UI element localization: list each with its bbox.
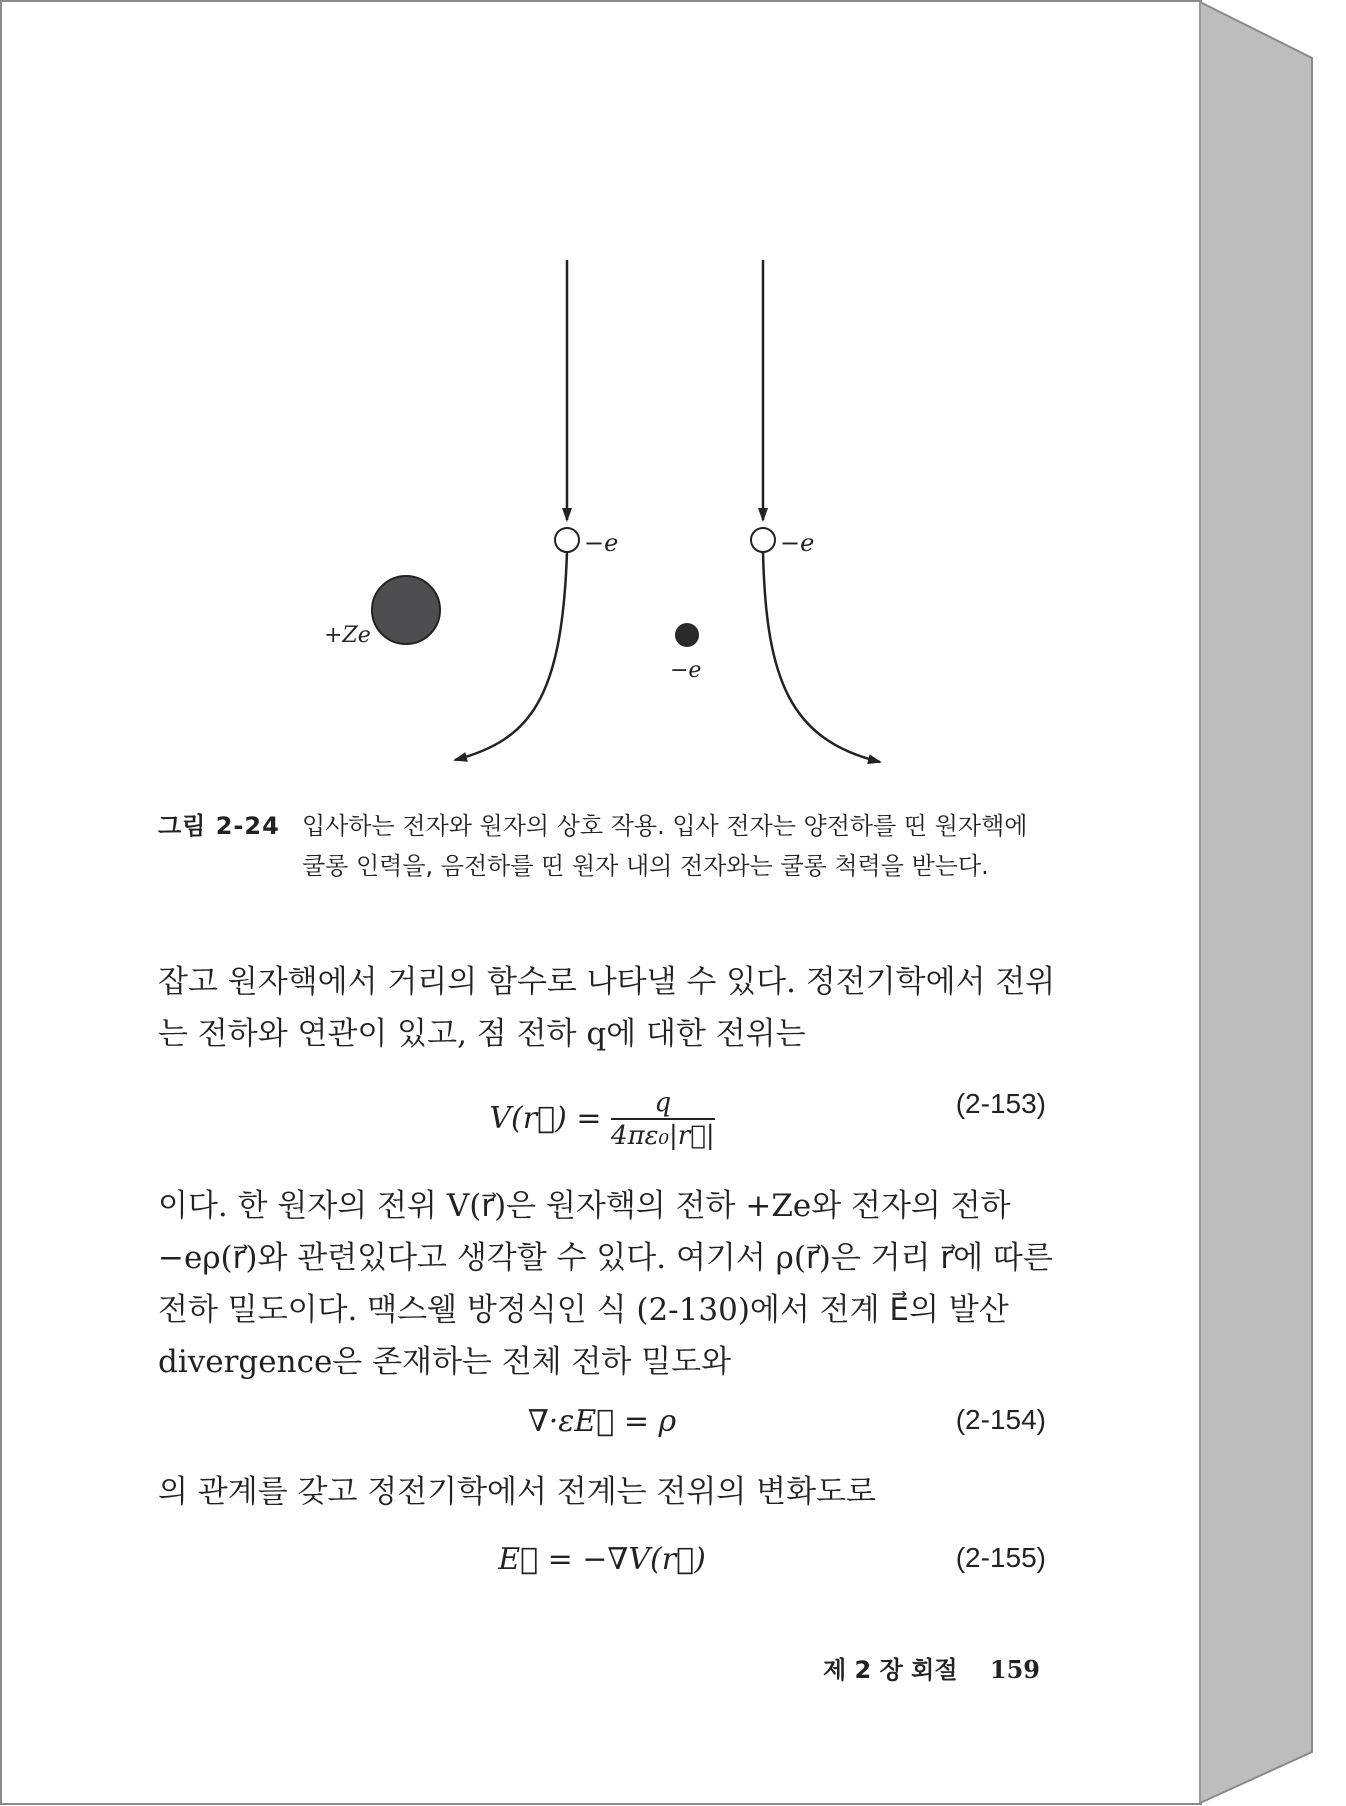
incident-electron-right-label: −e [780,529,815,557]
caption-text: 입사하는 전자와 원자의 상호 작용. 입사 전자는 양전하를 띤 원자핵에 쿨롱 인력을, 음전하를 띤 원자 내의 전자와는 쿨롱 척력을 받는다. [302,812,1028,880]
atomic-electron-label: −e [670,658,702,683]
equation-2-153 [158,1088,1046,1151]
equation-2-153-fraction [611,1088,715,1152]
caption-label: 그림 2-24 [158,812,280,840]
page-number: 159 [989,1655,1040,1684]
equation-2-154-formula: ∇·εE⃗ = ρ [527,1404,677,1439]
equation-2-153-lhs: V(r⃗) = [489,1101,602,1136]
deflected-path-left [455,552,567,760]
equation-2-155-formula: E⃗ = −∇V(r⃗) [498,1542,706,1577]
scattering-figure [300,240,980,780]
equation-2-153-numerator: q [611,1088,715,1120]
paragraph-1: 잡고 원자핵에서 거리의 함수로 나타낼 수 있다. 정전기학에서 전위는 전하와 연관이 있고, 점 전하 q에 대한 전위는 [158,964,1056,1052]
incident-electron-left-label: −e [584,529,619,557]
nucleus [372,576,440,644]
incident-electron-right [751,528,775,552]
paragraph-3: 의 관계를 갖고 정전기학에서 전계는 전위의 변화도로 [158,1474,876,1510]
equation-2-155-number: (2-155) [955,1542,1046,1573]
equation-2-153-number: (2-153) [955,1088,1046,1119]
page-footer [823,1650,1040,1685]
equation-2-154 [158,1404,1046,1464]
paragraph-2: 이다. 한 원자의 전위 V(r⃗)은 원자핵의 전하 +Ze와 전자의 전하 −eρ(r⃗)와 관련있다고 생각할 수 있다. 여기서 ρ(r⃗)은 거리 r⃗에 따른 전하 밀도이다. 맥스웰 방정식인 식 (2-130)에서 전계 E⃗의 발산 divergence은 존재하는 전체 전하 밀도와 [158,1188,1053,1380]
nucleus-label: +Ze [324,623,371,648]
equation-2-155 [158,1542,1046,1602]
deflected-path-right [763,552,880,762]
equation-2-153-formula [158,1088,1046,1152]
incident-electron-left [555,528,579,552]
equation-2-154-number: (2-154) [955,1404,1046,1435]
atomic-electron [675,623,699,647]
equation-2-153-denominator: 4πε₀|r⃗| [611,1121,715,1151]
chapter-title: 제 2 장 회절 [823,1656,958,1684]
